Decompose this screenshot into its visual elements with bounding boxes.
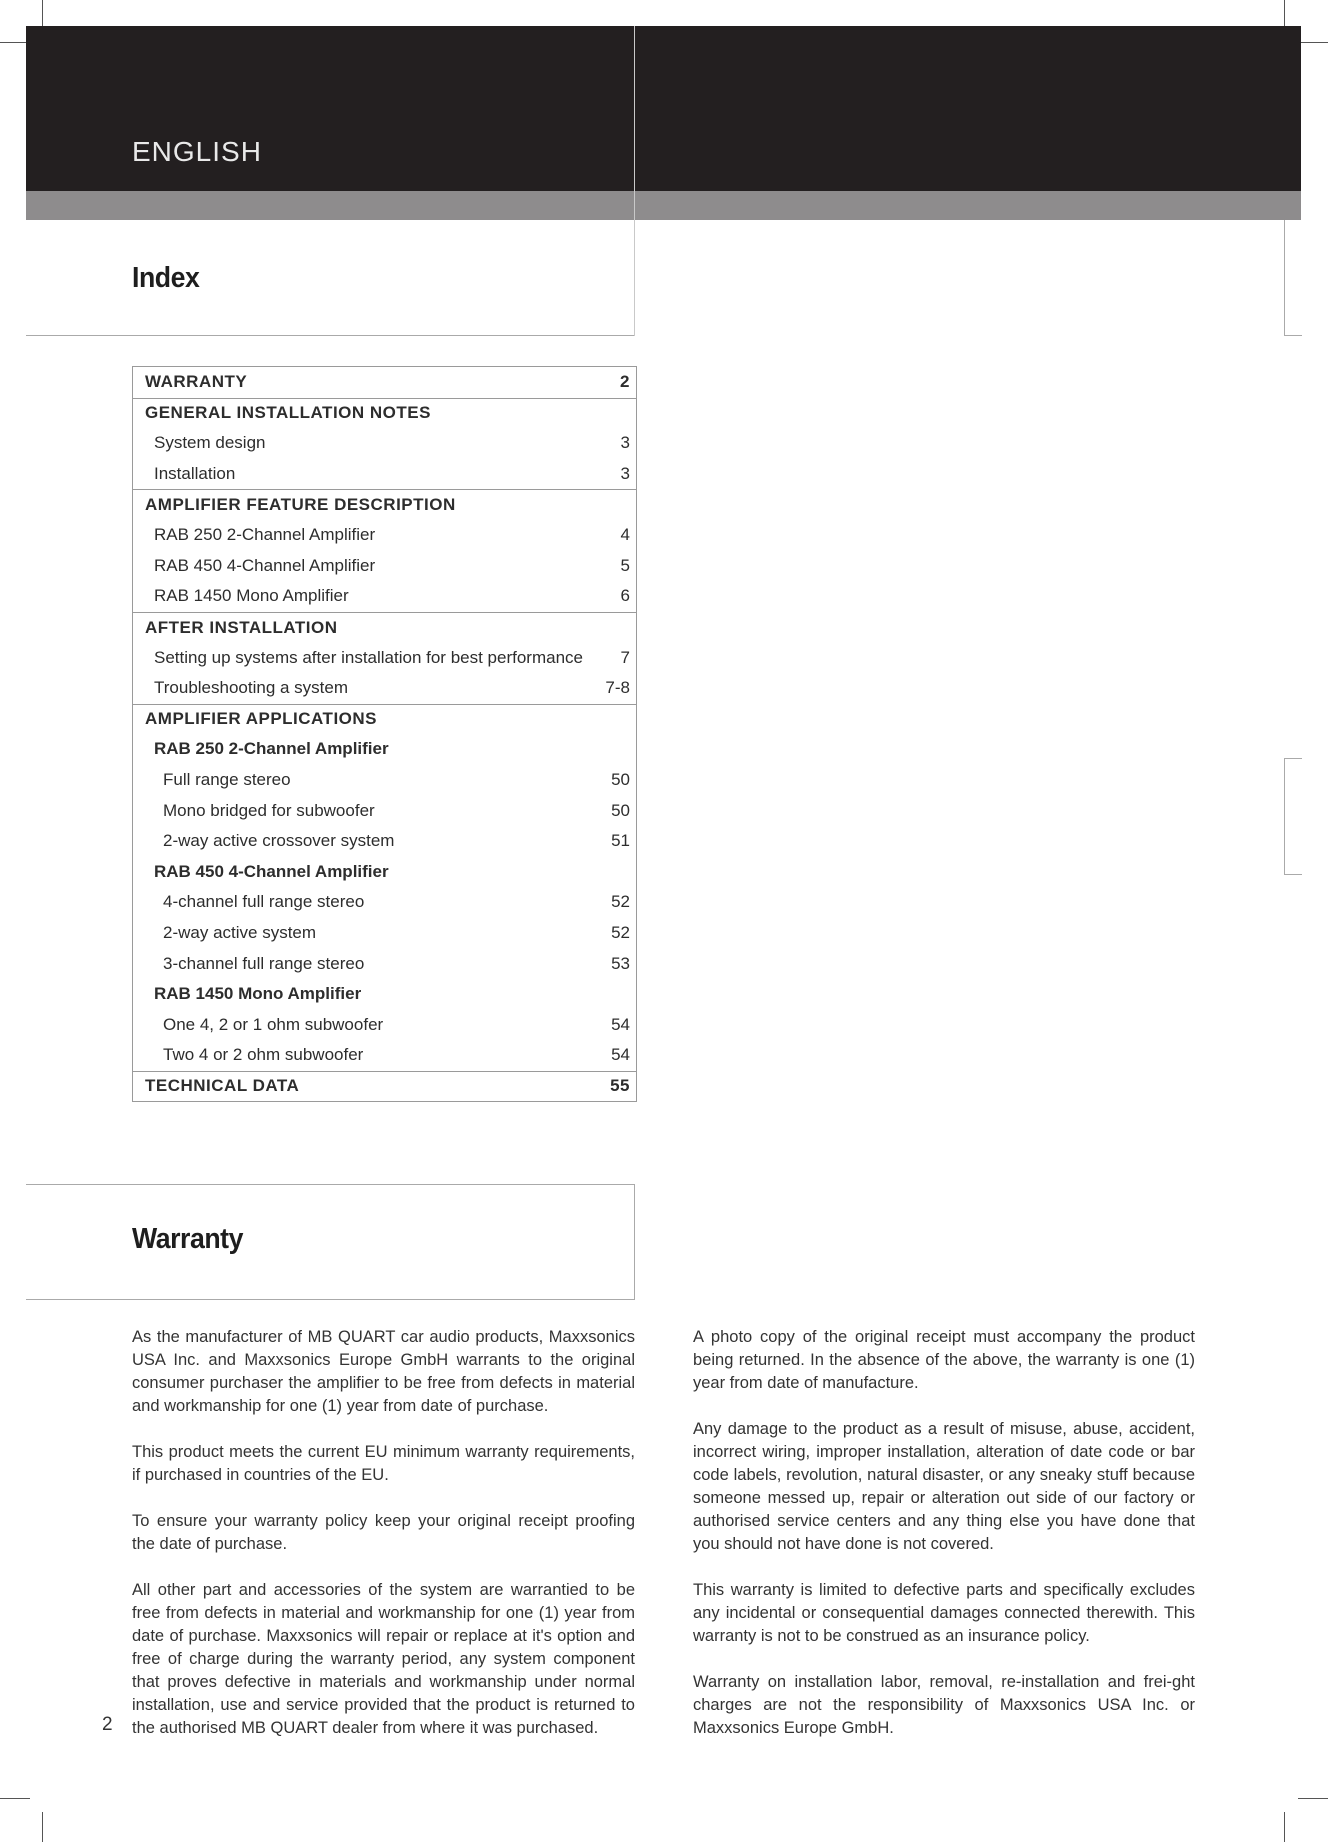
index-row-page: 6: [620, 586, 630, 606]
index-row-page: 7-8: [605, 678, 630, 698]
index-row-label: AMPLIFIER APPLICATIONS: [145, 709, 377, 729]
language-label: ENGLISH: [132, 136, 262, 167]
index-row: [133, 765, 636, 796]
index-row: [133, 734, 636, 765]
index-row-label: 2-way active crossover system: [163, 831, 395, 851]
index-row-page: 3: [620, 433, 630, 453]
index-row-label: RAB 250 2-Channel Amplifier: [154, 525, 376, 545]
warranty-paragraph: A photo copy of the original receipt must accompany the product being returned. In the absence of the above, the warranty is one (1) year from date of manufacture.: [693, 1328, 1195, 1392]
crop-mark: [1298, 42, 1328, 43]
index-row: [133, 520, 636, 551]
crop-mark: [42, 1812, 43, 1842]
warranty-title: Warranty: [132, 1223, 243, 1255]
warranty-paragraph: To ensure your warranty policy keep your original receipt proofing the date of purchase.: [132, 1512, 635, 1553]
index-row: [133, 1071, 636, 1102]
index-row-label: System design: [154, 433, 266, 453]
index-row-page: 5: [620, 555, 630, 575]
index-row-label: WARRANTY: [145, 372, 248, 392]
index-row-label: RAB 1450 Mono Amplifier: [154, 984, 362, 1004]
index-row-page: 7: [620, 647, 630, 667]
index-row-label: AFTER INSTALLATION: [145, 617, 338, 637]
index-row-label: Full range stereo: [163, 770, 291, 790]
index-row-page: 55: [610, 1076, 630, 1096]
index-row-page: 54: [611, 1045, 630, 1065]
index-row-page: 51: [611, 831, 630, 851]
index-row: [133, 948, 636, 979]
index-row: [133, 1040, 636, 1071]
index-row: [133, 887, 636, 918]
crop-mark: [0, 1798, 30, 1799]
side-tab: [1284, 758, 1302, 875]
index-row: [133, 826, 636, 857]
index-row-page: 53: [611, 953, 630, 973]
column-divider: [634, 26, 635, 336]
index-row-label: RAB 450 4-Channel Amplifier: [154, 861, 389, 881]
index-row-label: 3-channel full range stereo: [163, 953, 365, 973]
index-row-label: RAB 450 4-Channel Amplifier: [154, 555, 376, 575]
index-row-label: RAB 250 2-Channel Amplifier: [154, 739, 389, 759]
warranty-heading-box: [26, 1184, 635, 1300]
index-row: [133, 704, 636, 735]
index-row-page: 50: [611, 800, 630, 820]
index-row-label: Setting up systems after installation for best performance: [154, 647, 583, 667]
index-row: [133, 428, 636, 459]
index-row-label: RAB 1450 Mono Amplifier: [154, 586, 349, 606]
index-row: [133, 459, 636, 490]
index-row-label: Two 4 or 2 ohm subwoofer: [163, 1045, 364, 1065]
page-number: 2: [102, 1714, 113, 1735]
index-row: [133, 551, 636, 582]
warranty-right-column: [693, 1326, 1195, 1740]
index-row-page: 52: [611, 922, 630, 942]
index-row-page: 54: [611, 1014, 630, 1034]
index-row-label: One 4, 2 or 1 ohm subwoofer: [163, 1014, 384, 1034]
index-row: [133, 367, 636, 398]
warranty-paragraph: All other part and accessories of the system are warrantied to be free from defects in material and workmanship for one (1) year from date of purchase. Maxxsonics will repair or replace at it's option and free of charge during the warranty period, any system component that proves defective in materials and workmanship under normal installation, use and service provided that the product is returned to the authorised MB QUART dealer from where it was purchased.: [132, 1581, 635, 1737]
index-row-page: 3: [620, 464, 630, 484]
index-row: [133, 489, 636, 520]
index-row-label: TECHNICAL DATA: [145, 1076, 300, 1096]
index-row-label: Installation: [154, 464, 236, 484]
side-tab-top: [1284, 220, 1302, 336]
header-stripe: [26, 191, 1301, 220]
index-row: [133, 795, 636, 826]
index-title: Index: [132, 262, 200, 294]
crop-mark: [1298, 1798, 1328, 1799]
index-table: [132, 366, 637, 1102]
index-row-label: Troubleshooting a system: [154, 678, 349, 698]
index-row-label: 2-way active system: [163, 922, 317, 942]
index-row: [133, 642, 636, 673]
index-row-page: 2: [620, 372, 630, 392]
index-row-label: AMPLIFIER FEATURE DESCRIPTION: [145, 495, 456, 515]
index-row: [133, 979, 636, 1010]
index-row-label: GENERAL INSTALLATION NOTES: [145, 403, 431, 423]
warranty-paragraph: This warranty is limited to defective parts and specifically excludes any incidental or consequential damages connected therewith. This warranty is not to be construed as an insurance policy.: [693, 1581, 1195, 1645]
index-row: [133, 673, 636, 704]
index-row: [133, 1009, 636, 1040]
index-row-page: 52: [611, 892, 630, 912]
warranty-paragraph: As the manufacturer of MB QUART car audio products, Maxxsonics USA Inc. and Maxxsonics Europe GmbH warrants to the original consumer purchaser the amplifier to be free from defects in material and workmanship for one (1) year from date of purchase.: [132, 1328, 635, 1415]
index-row-page: 50: [611, 770, 630, 790]
index-row-page: 4: [620, 525, 630, 545]
warranty-left-column: [132, 1326, 635, 1740]
warranty-paragraph: Any damage to the product as a result of misuse, abuse, accident, incorrect wiring, improper installation, alteration of date code or bar code labels, revolution, natural disaster, or any sneaky stuff because someone messed up, repair or alteration out side of our factory or authorised service centers and any thing else you have done that you should not have done is not covered.: [693, 1420, 1195, 1553]
warranty-paragraph: Warranty on installation labor, removal, re-installation and frei-ght charges are not the responsibility of Maxxsonics USA Inc. or Maxxsonics Europe GmbH.: [693, 1673, 1195, 1737]
index-heading-box: [26, 220, 634, 336]
index-row: [133, 612, 636, 643]
warranty-paragraph: This product meets the current EU minimum warranty requirements, if purchased in countries of the EU.: [132, 1443, 635, 1484]
crop-mark: [1284, 1812, 1285, 1842]
index-row: [133, 398, 636, 429]
index-row: [133, 581, 636, 612]
index-row-label: 4-channel full range stereo: [163, 892, 365, 912]
index-row-label: Mono bridged for subwoofer: [163, 800, 375, 820]
index-row: [133, 918, 636, 949]
index-row: [133, 857, 636, 888]
